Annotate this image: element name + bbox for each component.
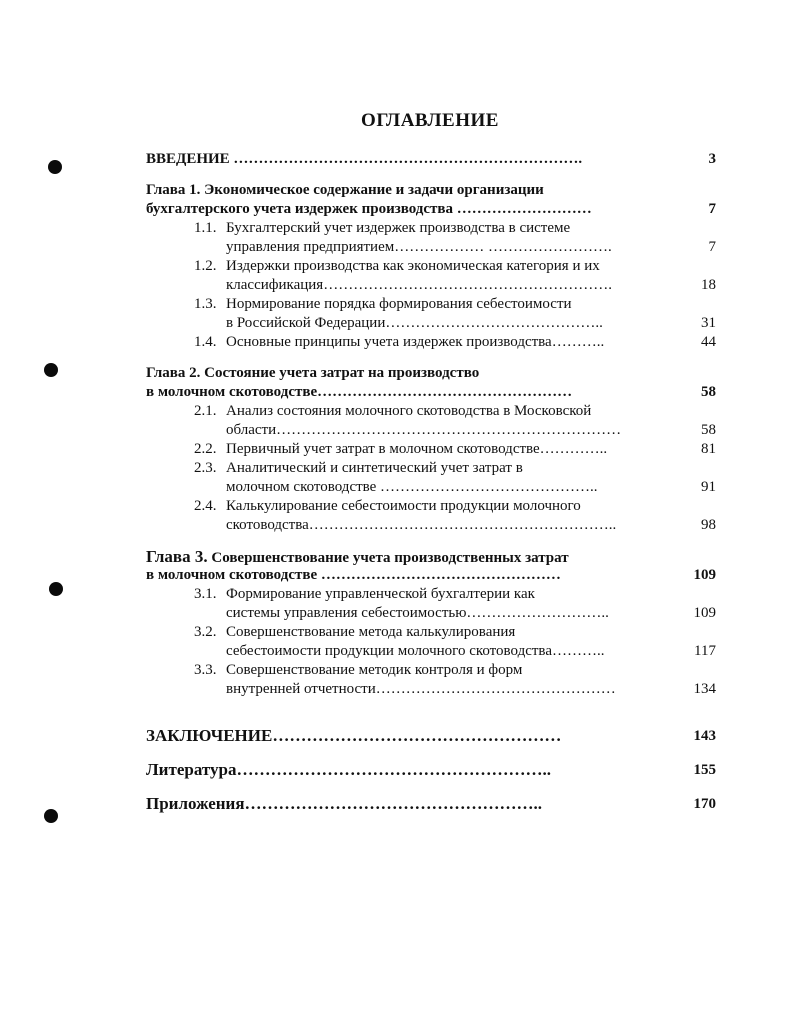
toc-page-number: 134: [693, 681, 716, 697]
toc-page-number: 109: [693, 567, 716, 583]
toc-page-number: 170: [693, 796, 716, 812]
margin-dot: [49, 582, 63, 596]
toc-section-1-1[interactable]: 1.1. Бухгалтерский учет издержек производства в системе: [194, 220, 571, 236]
toc-section-2-4-cont[interactable]: скотоводства…………………………………………………….. 98: [226, 517, 716, 533]
toc-page-number: 58: [701, 422, 716, 438]
toc-chapter-2-title[interactable]: Глава 2. Состояние учета затрат на производство: [146, 365, 480, 381]
toc-section-3-3[interactable]: 3.3. Совершенствование методик контроля и форм: [194, 662, 523, 678]
toc-section-2-3[interactable]: 2.3. Аналитический и синтетический учет затрат в: [194, 460, 523, 476]
toc-section-2-1-cont[interactable]: области…………………………………………………………… 58: [226, 422, 716, 438]
toc-section-1-1-cont[interactable]: управления предприятием……………… ……………………. 7: [226, 239, 716, 255]
toc-page-number: 7: [708, 239, 716, 255]
toc-page-number: 98: [701, 517, 716, 533]
toc-section-2-4[interactable]: 2.4. Калькулирование себестоимости продукции молочного: [194, 498, 581, 514]
page-title: ОГЛАВЛЕНИЕ: [361, 110, 499, 131]
margin-dot: [44, 809, 58, 823]
toc-page-number: 7: [708, 201, 716, 217]
toc-section-2-1[interactable]: 2.1. Анализ состояния молочного скотоводства в Московской: [194, 403, 592, 419]
toc-section-3-1-cont[interactable]: системы управления себестоимостью……………………….. 109: [226, 605, 716, 621]
toc-page-number: 81: [701, 441, 716, 457]
toc-section-1-3[interactable]: 1.3. Нормирование порядка формирования себестоимости: [194, 296, 572, 312]
toc-section-1-2-cont[interactable]: классификация…………………………………………………. 18: [226, 277, 716, 293]
toc-section-2-3-cont[interactable]: молочном скотоводстве …………………………………….. 91: [226, 479, 716, 495]
toc-page-number: 143: [693, 728, 716, 744]
toc-page-number: 117: [694, 643, 716, 659]
toc-chapter-1[interactable]: бухгалтерского учета издержек производства ……………………… 7: [146, 201, 716, 217]
toc-entry-intro[interactable]: [146, 150, 716, 169]
toc-page-number: 91: [701, 479, 716, 495]
margin-dot: [48, 160, 62, 174]
toc-section-3-1[interactable]: 3.1. Формирование управленческой бухгалтерии как: [194, 586, 535, 602]
toc-section-3-2[interactable]: 3.2. Совершенствование метода калькулирования: [194, 624, 516, 640]
toc-chapter-2[interactable]: в молочном скотоводстве…………………………………………… 58: [146, 384, 716, 400]
toc-page-number: 18: [701, 277, 716, 293]
toc-section-3-3-cont[interactable]: внутренней отчетности………………………………………… 134: [226, 681, 716, 697]
toc-chapter-3-title[interactable]: Глава 3. Совершенствование учета производственных затрат: [146, 547, 569, 566]
toc-section-1-4[interactable]: 1.4. Основные принципы учета издержек производства……….. 44: [194, 334, 716, 350]
toc-chapter-3[interactable]: в молочном скотоводстве ………………………………………… 109: [146, 567, 716, 583]
toc-page-number: 31: [701, 315, 716, 331]
table-of-contents: [146, 150, 716, 821]
toc-entry-literature[interactable]: Литература……………………………………………….. 155: [146, 753, 716, 787]
margin-dot: [44, 363, 58, 377]
toc-page-number: 58: [701, 384, 716, 400]
toc-section-1-3-cont[interactable]: в Российской Федерации…………………………………….. 31: [226, 315, 716, 331]
toc-section-1-2[interactable]: 1.2. Издержки производства как экономическая категория и их: [194, 258, 600, 274]
toc-page-number: 3: [708, 151, 716, 167]
toc-chapter-1-title[interactable]: Глава 1. Экономическое содержание и задачи организации: [146, 182, 544, 198]
toc-page-number: 109: [693, 605, 716, 621]
toc-page-number: 44: [701, 334, 716, 350]
toc-section-2-2[interactable]: 2.2. Первичный учет затрат в молочном скотоводстве………….. 81: [194, 441, 716, 457]
toc-entry-label: ВВЕДЕНИЕ …………………………………………………………….: [146, 151, 583, 167]
toc-section-3-2-cont[interactable]: себестоимости продукции молочного скотоводства……….. 117: [226, 643, 716, 659]
toc-entry-appendix[interactable]: Приложения…………………………………………….. 170: [146, 787, 716, 821]
toc-page-number: 155: [693, 762, 716, 778]
toc-entry-conclusion[interactable]: ЗАКЛЮЧЕНИЕ…………………………………………… 143: [146, 719, 716, 753]
